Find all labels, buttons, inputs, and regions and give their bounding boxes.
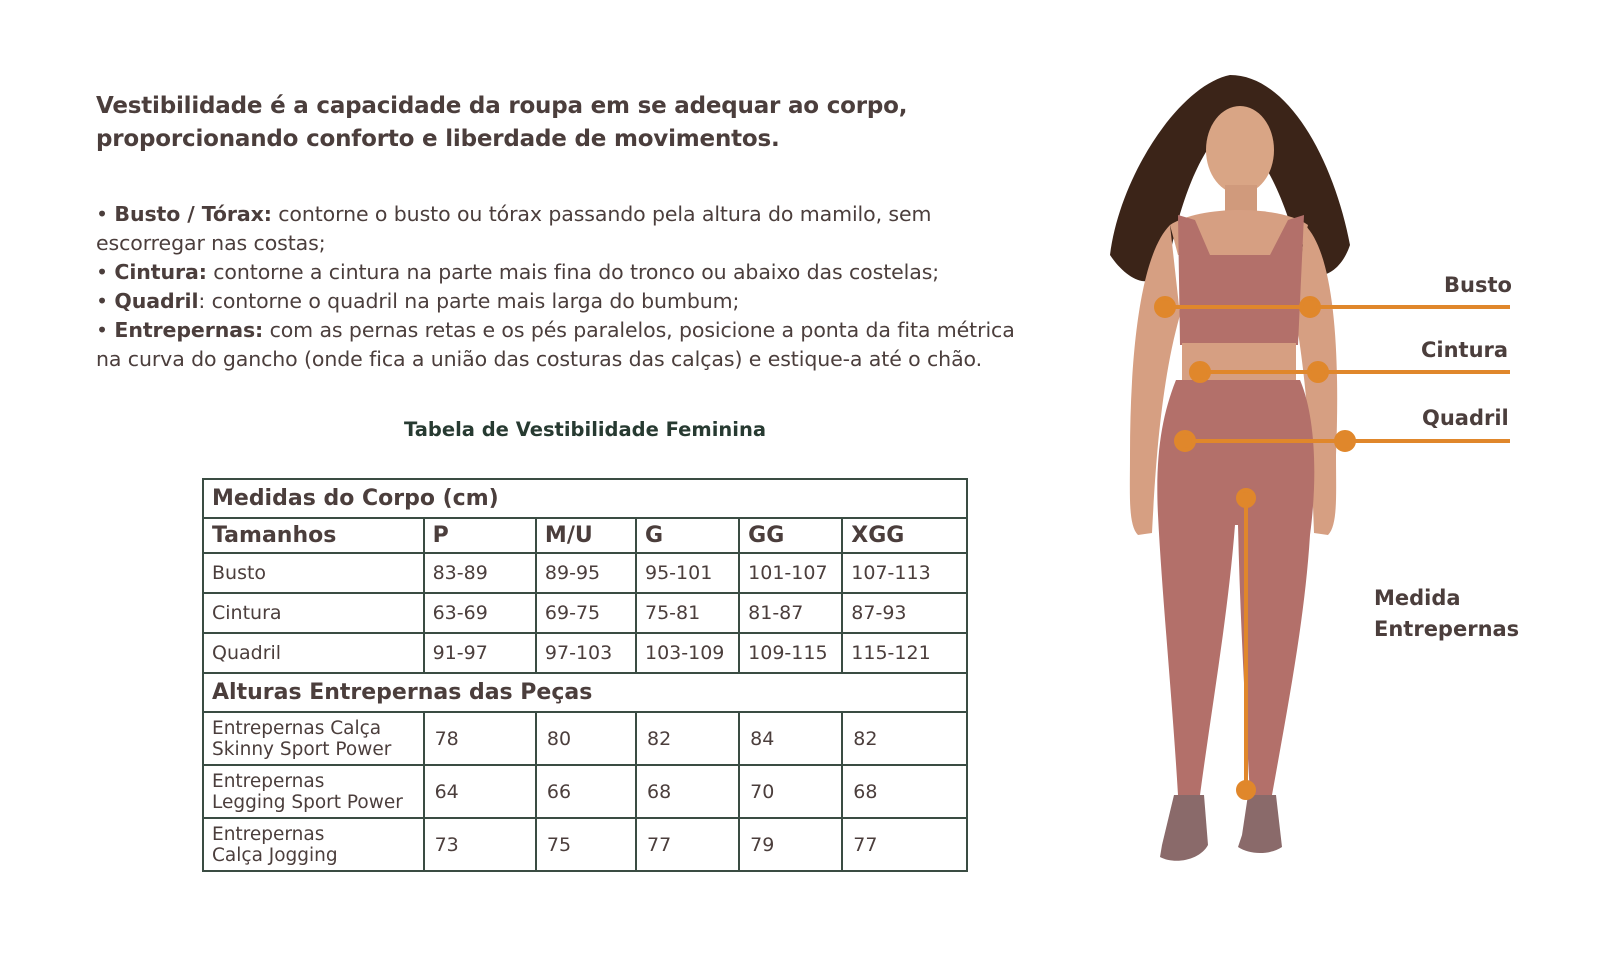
instruction-inseam-continuation: na curva do gancho (onde fica a união das costuras das calças) e estique-a até o chão. (96, 347, 983, 371)
table-title: Tabela de Vestibilidade Feminina (403, 418, 767, 441)
inseam-dot-top (1238, 490, 1254, 506)
size-header-cell: M/U (536, 518, 636, 553)
row-label: Quadril (203, 633, 424, 673)
instruction-term: Quadril (114, 289, 199, 313)
instruction-waist: • Cintura: contorne a cintura na parte mais fina do tronco ou abaixo das costelas; (96, 260, 940, 284)
instruction-bust-continuation: escorregar nas costas; (96, 231, 326, 255)
row-label: Busto (203, 553, 424, 593)
table-cell: 101-107 (739, 553, 842, 593)
label-inseam: Medida Entrepernas (1374, 586, 1520, 641)
instruction-hip: • Quadril: contorne o quadril na parte mais larga do bumbum; (96, 289, 740, 313)
table-cell: 82 (636, 712, 739, 765)
instruction-bust: • Busto / Tórax: contorne o busto ou tórax passando pela altura do mamilo, sem (96, 202, 932, 226)
table-cell: 81-87 (739, 593, 842, 633)
table-cell: 84 (739, 712, 842, 765)
table-cell: 69-75 (536, 593, 636, 633)
inseam-dot-bottom (1238, 782, 1254, 798)
row-label: Entrepernas Calça Jogging (203, 818, 424, 871)
table-cell: 75 (536, 818, 636, 871)
table-cell: 70 (739, 765, 842, 818)
bust-dot-right (1301, 298, 1319, 316)
row-label: Entrepernas Calça Skinny Sport Power (203, 712, 424, 765)
row-label: Cintura (203, 593, 424, 633)
table-cell: 95-101 (636, 553, 739, 593)
size-header-cell: P (424, 518, 536, 553)
table-cell: 87-93 (842, 593, 967, 633)
table-cell: 63-69 (424, 593, 536, 633)
table-cell: 75-81 (636, 593, 739, 633)
label-bust: Busto (1444, 273, 1512, 297)
section-title: Medidas do Corpo (cm) (203, 479, 967, 518)
size-header-cell: XGG (842, 518, 967, 553)
hip-dot-left (1176, 432, 1194, 450)
label-waist: Cintura (1421, 338, 1509, 362)
instruction-term: Entrepernas: (114, 318, 264, 342)
table-cell: 78 (424, 712, 536, 765)
table-cell: 109-115 (739, 633, 842, 673)
table-cell: 103-109 (636, 633, 739, 673)
table-cell: 66 (536, 765, 636, 818)
size-header-cell: GG (739, 518, 842, 553)
table-cell: 77 (842, 818, 967, 871)
intro-line-2: proporcionando conforto e liberdade de movimentos. (96, 126, 780, 152)
instruction-term: Busto / Tórax: (114, 202, 272, 226)
table-cell: 80 (536, 712, 636, 765)
table-cell: 77 (636, 818, 739, 871)
hip-dot-right (1336, 432, 1354, 450)
bust-dot-left (1156, 298, 1174, 316)
table-cell: 79 (739, 818, 842, 871)
table-cell: 82 (842, 712, 967, 765)
table-cell: 68 (842, 765, 967, 818)
label-hip: Quadril (1422, 406, 1509, 430)
table-cell: 89-95 (536, 553, 636, 593)
waist-dot-right (1309, 363, 1327, 381)
row-label: Entrepernas Legging Sport Power (203, 765, 424, 818)
table-cell: 73 (424, 818, 536, 871)
table-cell: 68 (636, 765, 739, 818)
instruction-term: Cintura: (114, 260, 207, 284)
table-cell: 83-89 (424, 553, 536, 593)
waist-dot-left (1191, 363, 1209, 381)
size-header-cell: Tamanhos (203, 518, 424, 553)
intro-line-1: Vestibilidade é a capacidade da roupa em se adequar ao corpo, (96, 93, 908, 119)
instruction-inseam: • Entrepernas: com as pernas retas e os pés paralelos, posicione a ponta da fita métrica (96, 318, 1015, 342)
size-header-cell: G (636, 518, 739, 553)
table-cell: 64 (424, 765, 536, 818)
table-cell: 107-113 (842, 553, 967, 593)
table-cell: 115-121 (842, 633, 967, 673)
table-cell: 91-97 (424, 633, 536, 673)
section-title: Alturas Entrepernas das Peças (203, 673, 967, 712)
table-cell: 97-103 (536, 633, 636, 673)
